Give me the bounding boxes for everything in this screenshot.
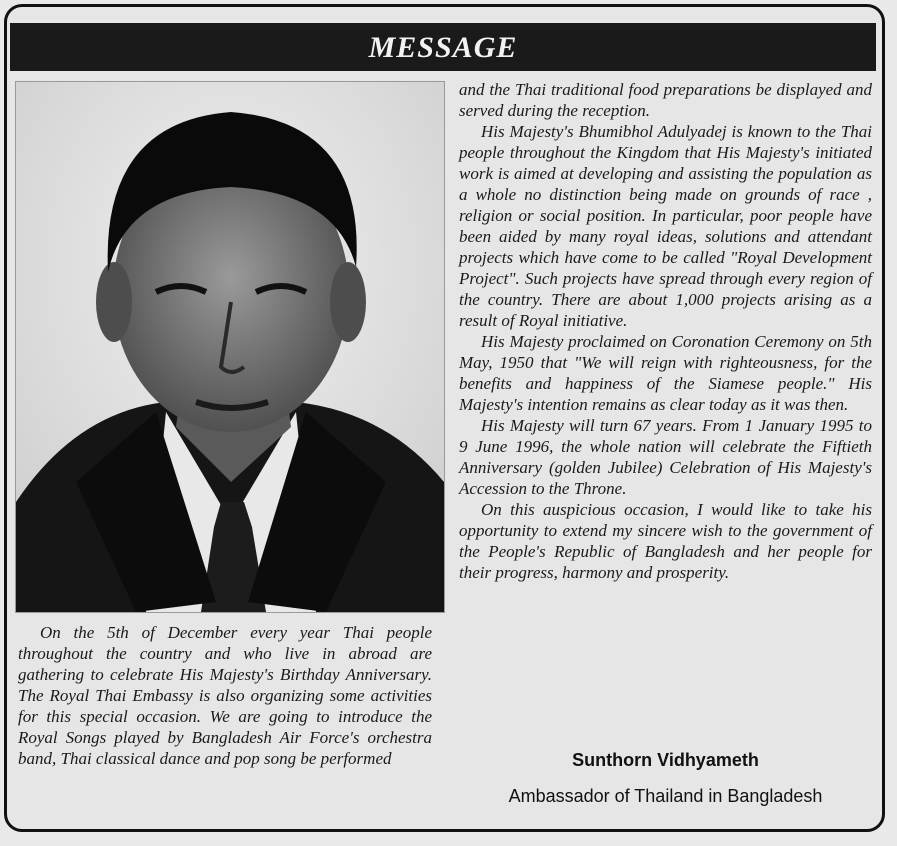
article-banner: [10, 23, 876, 71]
right-paragraph-5: On this auspicious occasion, I would like to take his opportunity to extend my sincere wish to the government of the People's Republic of Bangladesh and her people for their progress, harmony and prosperity.: [459, 500, 872, 582]
signature-name: Sunthorn Vidhyameth: [572, 750, 759, 770]
signature-title: Ambassador of Thailand in Bangladesh: [508, 786, 823, 806]
right-paragraph-4: His Majesty will turn 67 years. From 1 January 1995 to 9 June 1996, the whole nation will celebrate the Fiftieth Anniversary (golden Jubilee) Celebration of His Majesty's Accession to the Throne.: [459, 416, 872, 498]
right-paragraph-1: and the Thai traditional food preparations be displayed and served during the reception.: [459, 80, 872, 120]
right-column: [459, 79, 872, 583]
banner-title: MESSAGE: [368, 31, 518, 64]
right-paragraph-2: His Majesty's Bhumibhol Adulyadej is known to the Thai people throughout the Kingdom that His Majesty's initiated work is aimed at developing and assisting the population as a whole no distinction being made on grounds of race , religion or social position. In particular, poor people have been aided by many royal ideas, solutions and attendant projects which have come to be called "Royal Development Project". Such projects have spread through every region of the country. There are about 1,000 projects arising as a result of Royal initiative.: [459, 122, 872, 330]
portrait-photo: [15, 81, 445, 613]
right-paragraph-3: His Majesty proclaimed on Coronation Ceremony on 5th May, 1950 that "We will reign with righteousness, for the benefits and happiness of the Siamese people." His Majesty's intention remains as clear today as it was then.: [459, 332, 872, 414]
left-column: [18, 622, 432, 769]
portrait-photo-icon: [16, 82, 444, 612]
left-paragraph-1: On the 5th of December every year Thai people throughout the country and who live in abroad are gathering to celebrate His Majesty's Birthday Anniversary. The Royal Thai Embassy is also organizing some activities for this special occasion. We are going to introduce the Royal Songs played by Bangladesh Air Force's orchestra band, Thai classical dance and pop song be performed: [18, 623, 432, 768]
